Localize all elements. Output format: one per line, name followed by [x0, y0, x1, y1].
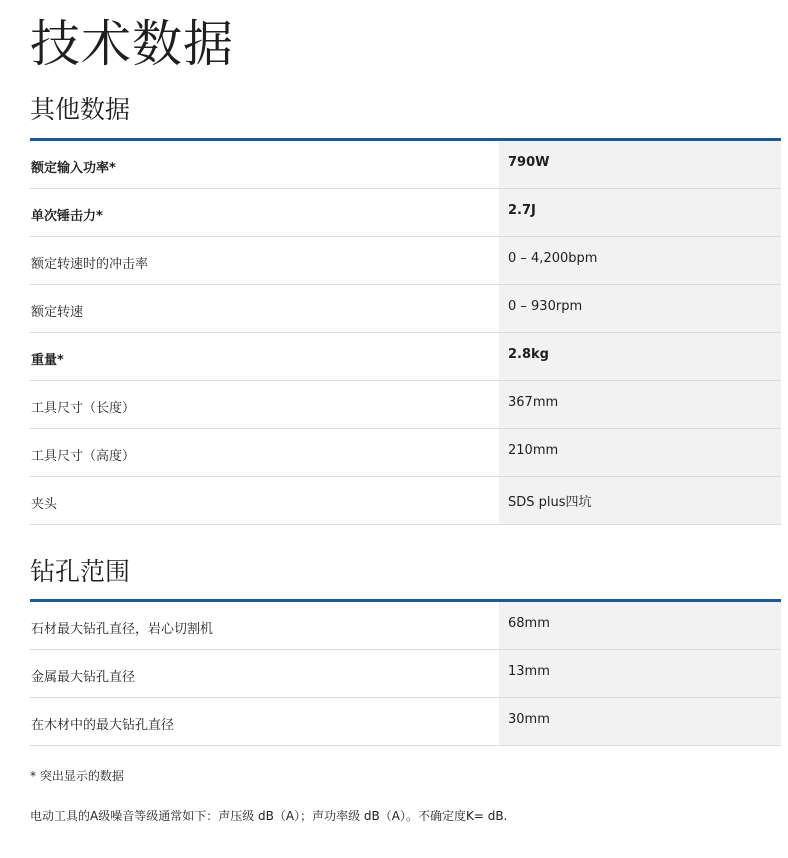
row-label: 额定转速 [31, 305, 84, 320]
row-value: 30mm [499, 698, 781, 745]
row-value: 210mm [499, 429, 781, 476]
row-value: 2.7J [499, 189, 781, 236]
table-row [30, 285, 781, 333]
row-value: 367mm [499, 381, 781, 428]
table-row [30, 477, 781, 525]
row-label: 单次锤击力* [31, 209, 103, 224]
table-row [30, 141, 781, 189]
row-value: 13mm [499, 650, 781, 697]
row-label: 额定输入功率* [31, 161, 116, 176]
row-label: 石材最大钻孔直径，岩心切割机 [31, 622, 214, 637]
table-row [30, 698, 781, 746]
table-row [30, 237, 781, 285]
table-row [30, 650, 781, 698]
noise-footnote: 电动工具的A级噪音等级通常如下：声压级 dB（A）；声功率级 dB（A）。不确定度K= dB. [30, 809, 508, 823]
table-row [30, 381, 781, 429]
row-value: 0 – 930rpm [499, 285, 781, 332]
row-value: 790W [499, 141, 781, 188]
drilling-range-table [30, 599, 781, 746]
table-row [30, 602, 781, 650]
row-label: 重量* [31, 353, 64, 368]
row-value: 68mm [499, 602, 781, 649]
highlight-footnote: * 突出显示的数据 [30, 769, 124, 783]
section-title-other-data: 其他数据 [30, 95, 131, 124]
row-value: SDS plus四坑 [499, 477, 781, 524]
page-title: 技术数据 [30, 15, 234, 73]
row-label: 额定转速时的冲击率 [31, 257, 149, 272]
row-value: 2.8kg [499, 333, 781, 380]
table-row [30, 189, 781, 237]
row-label: 在木材中的最大钻孔直径 [31, 718, 175, 733]
other-data-table [30, 138, 781, 525]
row-label: 金属最大钻孔直径 [31, 670, 136, 685]
row-label: 工具尺寸（长度） [31, 401, 136, 416]
row-label: 夹头 [31, 497, 58, 512]
table-row [30, 429, 781, 477]
row-value: 0 – 4,200bpm [499, 237, 781, 284]
row-label: 工具尺寸（高度） [31, 449, 136, 464]
table-row [30, 333, 781, 381]
section-title-drilling-range: 钻孔范围 [30, 557, 131, 586]
